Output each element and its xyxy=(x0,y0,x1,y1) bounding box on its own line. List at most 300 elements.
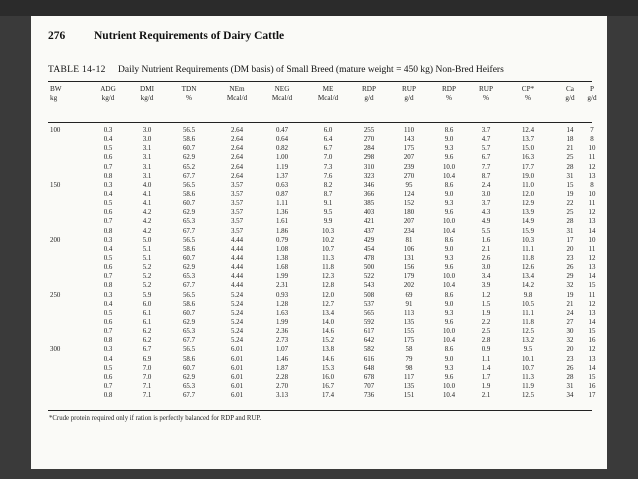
cell-nem: 4.44 xyxy=(230,264,244,272)
cell-rup-pct: 1.4 xyxy=(481,364,491,372)
cell-me: 9.1 xyxy=(323,200,333,208)
cell-neg: 2.28 xyxy=(275,373,289,381)
cell-neg: 1.46 xyxy=(275,355,289,363)
table-title: Daily Nutrient Requirements (DM basis) of Small Breed (mature weight = 450 kg) Non-Bred Heifers xyxy=(118,65,504,75)
cell-rup-gd: 179 xyxy=(403,273,415,281)
header-nem-name: NEm xyxy=(229,85,245,93)
cell-rup-gd: 110 xyxy=(403,127,415,134)
cell-rup-gd: 175 xyxy=(403,337,415,345)
cell-adg: 0.8 xyxy=(103,392,113,400)
cell-rdp-gd: 522 xyxy=(363,273,375,281)
cell-rup-pct: 1.5 xyxy=(481,300,491,308)
cell-dmi: 5.1 xyxy=(142,254,152,262)
cell-p: 12 xyxy=(588,163,596,171)
cell-rdp-pct: 9.0 xyxy=(444,355,454,363)
cell-neg: 1.37 xyxy=(275,172,289,180)
cell-rup-pct: 1.9 xyxy=(481,309,491,317)
cell-adg: 0.4 xyxy=(103,245,113,253)
cell-rdp-pct: 10.0 xyxy=(442,163,456,171)
header-rdp-gd-name: RDP xyxy=(362,85,376,93)
cell-ca: 25 xyxy=(566,154,574,162)
cell-p: 10 xyxy=(588,190,596,198)
cell-dmi: 6.9 xyxy=(142,355,152,363)
header-adg xyxy=(93,85,123,102)
cell-p: 8 xyxy=(590,136,594,144)
cell-rdp-gd: 736 xyxy=(363,392,375,400)
table-row xyxy=(48,263,596,272)
cell-rdp-gd: 478 xyxy=(363,254,375,262)
header-neg xyxy=(267,85,297,102)
header-cp-name: CP* xyxy=(521,85,535,93)
cell-adg: 0.8 xyxy=(103,227,113,235)
cell-neg: 0.47 xyxy=(275,127,289,134)
cell-rdp-gd: 508 xyxy=(363,291,375,299)
cell-p: 12 xyxy=(588,300,596,308)
cell-tdn: 60.7 xyxy=(182,364,196,372)
header-rdp-pct-unit: % xyxy=(446,93,452,102)
header-ca xyxy=(558,85,582,102)
cell-dmi: 6.7 xyxy=(142,346,152,354)
cell-rdp-gd: 565 xyxy=(363,309,375,317)
cell-nem: 2.64 xyxy=(230,154,244,162)
cell-rdp-gd: 366 xyxy=(363,190,375,198)
cell-adg: 0.4 xyxy=(103,190,113,198)
cell-rdp-gd: 346 xyxy=(363,181,375,189)
cell-rup-gd: 113 xyxy=(403,309,415,317)
cell-dmi: 4.2 xyxy=(142,209,152,217)
cell-tdn: 58.6 xyxy=(182,190,196,198)
table-row xyxy=(48,126,592,135)
cell-ca: 31 xyxy=(566,382,574,390)
table-row xyxy=(48,382,596,391)
cell-tdn: 62.9 xyxy=(182,264,196,272)
cell-tdn: 65.3 xyxy=(182,273,196,281)
cell-neg: 1.07 xyxy=(275,346,289,354)
table-row xyxy=(48,153,596,162)
cell-cp: 11.3 xyxy=(522,373,534,381)
cell-rdp-pct: 10.0 xyxy=(442,218,456,226)
header-tdn-name: TDN xyxy=(181,85,197,93)
cell-p: 14 xyxy=(588,273,596,281)
cell-nem: 6.01 xyxy=(230,364,244,372)
cell-me: 11.3 xyxy=(322,254,334,262)
cell-tdn: 56.5 xyxy=(182,181,196,189)
table-row xyxy=(48,217,596,226)
cell-me: 6.4 xyxy=(323,136,333,144)
cell-rdp-gd: 617 xyxy=(363,328,375,336)
cell-cp: 15.0 xyxy=(521,145,535,153)
cell-ca: 30 xyxy=(566,328,574,336)
header-rup-pct-name: RUP xyxy=(479,85,493,93)
cell-rup-pct: 1.9 xyxy=(481,382,491,390)
cell-rdp-gd: 255 xyxy=(363,127,375,134)
cell-tdn: 67.7 xyxy=(182,282,196,290)
cell-me: 14.6 xyxy=(321,328,335,336)
cell-ca: 31 xyxy=(566,172,574,180)
cell-bw: 150 xyxy=(50,181,61,189)
cell-nem: 6.01 xyxy=(230,373,244,381)
table-row xyxy=(48,236,596,245)
cell-nem: 5.24 xyxy=(230,309,244,317)
cell-rup-gd: 81 xyxy=(405,236,413,244)
cell-rup-pct: 2.5 xyxy=(481,328,491,336)
cell-nem: 3.57 xyxy=(230,181,244,189)
cell-p: 11 xyxy=(588,245,596,253)
cell-adg: 0.6 xyxy=(103,318,113,326)
cell-dmi: 5.9 xyxy=(142,291,152,299)
cell-tdn: 62.9 xyxy=(182,373,196,381)
cell-adg: 0.7 xyxy=(103,382,113,390)
table-caption xyxy=(48,65,504,75)
cell-adg: 0.8 xyxy=(103,282,113,290)
cell-rdp-pct: 8.6 xyxy=(444,346,454,354)
cell-cp: 15.9 xyxy=(521,227,535,235)
cell-ca: 19 xyxy=(566,291,574,299)
cell-rdp-pct: 10.4 xyxy=(442,282,456,290)
header-p-name: P xyxy=(590,85,594,93)
cell-neg: 0.64 xyxy=(275,136,289,144)
cell-ca: 20 xyxy=(566,245,574,253)
table-row xyxy=(48,272,596,281)
cell-adg: 0.7 xyxy=(103,218,113,226)
cell-rup-gd: 135 xyxy=(403,318,415,326)
cell-p: 11 xyxy=(588,291,596,299)
cell-rdp-gd: 616 xyxy=(363,355,375,363)
cell-rup-gd: 239 xyxy=(403,163,415,171)
cell-rdp-pct: 10.4 xyxy=(442,337,456,345)
cell-cp: 13.9 xyxy=(521,209,535,217)
cell-neg: 0.87 xyxy=(275,190,289,198)
cell-dmi: 7.0 xyxy=(142,364,152,372)
cell-rdp-pct: 10.0 xyxy=(442,328,456,336)
cell-neg: 0.82 xyxy=(275,145,289,153)
cell-rup-pct: 1.6 xyxy=(481,236,491,244)
book-page xyxy=(31,16,607,469)
cell-dmi: 5.2 xyxy=(142,282,152,290)
cell-rdp-gd: 592 xyxy=(363,318,375,326)
cell-rup-gd: 202 xyxy=(403,282,415,290)
cell-ca: 17 xyxy=(566,236,574,244)
table-row xyxy=(48,345,596,354)
table-row xyxy=(48,318,596,327)
cell-adg: 0.3 xyxy=(103,127,113,134)
cell-rup-pct: 3.7 xyxy=(481,127,491,134)
cell-me: 15.2 xyxy=(321,337,335,345)
cell-p: 13 xyxy=(588,355,596,363)
cell-adg: 0.7 xyxy=(103,328,113,336)
cell-ca: 27 xyxy=(566,318,574,326)
cell-tdn: 67.7 xyxy=(182,392,196,400)
cell-rdp-gd: 323 xyxy=(363,172,375,180)
cell-dmi: 7.1 xyxy=(142,382,152,390)
cell-neg: 2.73 xyxy=(275,337,289,345)
cell-rup-gd: 79 xyxy=(405,355,413,363)
cell-rdp-gd: 648 xyxy=(363,364,375,372)
cell-ca: 21 xyxy=(566,300,574,308)
cell-rup-gd: 98 xyxy=(405,364,413,372)
cell-rdp-pct: 8.6 xyxy=(444,127,454,134)
header-nem-unit: Mcal/d xyxy=(226,93,248,102)
cell-rdp-gd: 500 xyxy=(363,264,375,272)
cell-neg: 1.87 xyxy=(275,364,289,372)
cell-dmi: 3.1 xyxy=(142,163,152,171)
cell-nem: 6.01 xyxy=(230,392,244,400)
table-bottom-rule xyxy=(48,410,592,411)
header-dmi-unit: kg/d xyxy=(140,93,154,102)
cell-adg: 0.4 xyxy=(103,136,113,144)
cell-rup-pct: 4.3 xyxy=(481,209,491,217)
cell-dmi: 4.2 xyxy=(142,218,152,226)
cell-tdn: 60.7 xyxy=(182,309,196,317)
cell-rup-pct: 3.7 xyxy=(481,200,491,208)
cell-adg: 0.6 xyxy=(103,154,113,162)
table-row xyxy=(48,355,596,364)
cell-rdp-gd: 707 xyxy=(363,382,375,390)
cell-dmi: 3.0 xyxy=(142,127,152,134)
cell-dmi: 6.1 xyxy=(142,309,152,317)
cell-adg: 0.8 xyxy=(103,337,113,345)
cell-rdp-pct: 10.4 xyxy=(442,227,456,235)
cell-rup-pct: 8.7 xyxy=(481,172,491,180)
cell-rup-pct: 1.2 xyxy=(481,291,491,299)
cell-tdn: 67.7 xyxy=(182,337,196,345)
cell-rdp-pct: 8.6 xyxy=(444,181,454,189)
cell-rup-pct: 6.7 xyxy=(481,154,491,162)
cell-p: 15 xyxy=(588,373,596,381)
cell-nem: 2.64 xyxy=(230,145,244,153)
cell-neg: 1.11 xyxy=(276,200,288,208)
table-row xyxy=(48,172,596,181)
cell-me: 16.7 xyxy=(321,382,335,390)
cell-rup-pct: 2.6 xyxy=(481,254,491,262)
cell-cp: 12.6 xyxy=(521,264,535,272)
cell-neg: 1.99 xyxy=(275,273,289,281)
cell-rdp-gd: 537 xyxy=(363,300,375,308)
cell-adg: 0.3 xyxy=(103,346,113,354)
cell-dmi: 5.0 xyxy=(142,236,152,244)
cell-ca: 34 xyxy=(566,392,574,400)
cell-adg: 0.7 xyxy=(103,163,113,171)
header-neg-unit: Mcal/d xyxy=(271,93,293,102)
cell-adg: 0.5 xyxy=(103,309,113,317)
cell-ca: 22 xyxy=(566,200,574,208)
cell-rdp-gd: 429 xyxy=(363,236,375,244)
cell-dmi: 3.0 xyxy=(142,136,152,144)
cell-rup-gd: 156 xyxy=(403,264,415,272)
cell-cp: 13.2 xyxy=(521,337,535,345)
cell-dmi: 3.1 xyxy=(142,172,152,180)
cell-rup-gd: 135 xyxy=(403,382,415,390)
cell-p: 12 xyxy=(588,254,596,262)
cell-rdp-gd: 403 xyxy=(363,209,375,217)
cell-rup-pct: 3.9 xyxy=(481,282,491,290)
cell-rdp-gd: 421 xyxy=(363,218,375,226)
cell-neg: 1.99 xyxy=(275,318,289,326)
header-rdp-pct xyxy=(434,85,464,102)
cell-dmi: 5.2 xyxy=(142,264,152,272)
cell-cp: 14.9 xyxy=(521,218,535,226)
cell-bw: 200 xyxy=(50,236,61,244)
cell-p: 8 xyxy=(590,181,594,189)
cell-me: 11.8 xyxy=(322,264,334,272)
cell-rup-gd: 143 xyxy=(403,136,415,144)
cell-nem: 4.44 xyxy=(230,273,244,281)
cell-rdp-pct: 9.6 xyxy=(444,318,454,326)
cell-adg: 0.6 xyxy=(103,373,113,381)
cell-rup-pct: 5.7 xyxy=(481,145,491,153)
header-nem xyxy=(220,85,254,102)
cell-dmi: 6.2 xyxy=(142,328,152,336)
cell-rdp-pct: 9.3 xyxy=(444,309,454,317)
table-row xyxy=(48,373,596,382)
cell-cp: 13.4 xyxy=(521,273,535,281)
cell-rup-gd: 155 xyxy=(403,328,415,336)
cell-nem: 5.24 xyxy=(230,318,244,326)
cell-p: 11 xyxy=(588,200,596,208)
cell-tdn: 67.7 xyxy=(182,172,196,180)
cell-me: 15.3 xyxy=(321,364,335,372)
header-bw-name: BW xyxy=(50,85,62,93)
header-p-unit: g/d xyxy=(587,93,597,102)
cell-ca: 20 xyxy=(566,346,574,354)
cell-rdp-gd: 284 xyxy=(363,145,375,153)
cell-cp: 11.8 xyxy=(522,254,534,262)
cell-rup-pct: 2.8 xyxy=(481,337,491,345)
cell-rup-pct: 2.1 xyxy=(481,392,491,400)
cell-rup-pct: 2.4 xyxy=(481,181,491,189)
cell-dmi: 4.1 xyxy=(142,200,152,208)
cell-p: 17 xyxy=(588,392,596,400)
cell-me: 16.0 xyxy=(321,373,335,381)
cell-p: 10 xyxy=(588,145,596,153)
cell-ca: 31 xyxy=(566,227,574,235)
cell-nem: 2.64 xyxy=(230,163,244,171)
table-row xyxy=(48,144,596,153)
cell-rup-pct: 5.5 xyxy=(481,227,491,235)
cell-me: 8.7 xyxy=(323,190,333,198)
cell-cp: 19.0 xyxy=(521,172,535,180)
table-row xyxy=(48,336,596,345)
cell-cp: 9.5 xyxy=(523,346,533,354)
cell-rup-pct: 4.7 xyxy=(481,136,491,144)
header-cp xyxy=(513,85,543,102)
table-row xyxy=(48,190,596,199)
cell-p: 13 xyxy=(588,264,596,272)
top-bar xyxy=(0,0,638,16)
cell-dmi: 4.1 xyxy=(142,190,152,198)
table-row xyxy=(48,254,596,263)
cell-rdp-pct: 10.0 xyxy=(442,382,456,390)
cell-me: 12.8 xyxy=(321,282,335,290)
cell-rdp-pct: 9.3 xyxy=(444,145,454,153)
cell-rdp-gd: 678 xyxy=(363,373,375,381)
cell-me: 12.3 xyxy=(321,273,335,281)
cell-me: 7.6 xyxy=(323,172,333,180)
cell-me: 6.0 xyxy=(323,127,333,134)
table-row xyxy=(48,309,596,318)
cell-tdn: 56.5 xyxy=(182,346,196,354)
header-adg-unit: kg/d xyxy=(101,93,115,102)
cell-rup-gd: 175 xyxy=(403,145,415,153)
cell-tdn: 60.7 xyxy=(182,200,196,208)
cell-ca: 23 xyxy=(566,355,574,363)
cell-rup-gd: 131 xyxy=(403,254,415,262)
cell-cp: 9.8 xyxy=(523,291,533,299)
cell-neg: 3.13 xyxy=(275,392,289,400)
cell-dmi: 3.1 xyxy=(142,154,152,162)
cell-adg: 0.4 xyxy=(103,355,113,363)
cell-rdp-pct: 9.6 xyxy=(444,373,454,381)
cell-p: 13 xyxy=(588,309,596,317)
header-cp-unit: % xyxy=(525,93,531,102)
cell-rup-pct: 2.1 xyxy=(481,245,491,253)
cell-adg: 0.7 xyxy=(103,273,113,281)
cell-cp: 10.5 xyxy=(521,300,535,308)
cell-tdn: 60.7 xyxy=(182,254,196,262)
cell-me: 12.0 xyxy=(321,291,335,299)
cell-me: 9.5 xyxy=(323,209,333,217)
cell-nem: 6.01 xyxy=(230,346,244,354)
header-rdp-pct-name: RDP xyxy=(442,85,456,93)
cell-adg: 0.8 xyxy=(103,172,113,180)
header-adg-name: ADG xyxy=(100,85,116,93)
cell-p: 15 xyxy=(588,328,596,336)
cell-ca: 32 xyxy=(566,337,574,345)
cell-tdn: 56.5 xyxy=(182,127,196,134)
table-footnote: *Crude protein required only if ration is perfectly balanced for RDP and RUP. xyxy=(49,415,262,422)
cell-neg: 1.63 xyxy=(275,309,289,317)
cell-rup-pct: 0.9 xyxy=(481,346,491,354)
cell-adg: 0.3 xyxy=(103,291,113,299)
cell-rdp-gd: 310 xyxy=(363,163,375,171)
cell-adg: 0.5 xyxy=(103,145,113,153)
header-rup-pct-unit: % xyxy=(483,93,489,102)
cell-neg: 1.38 xyxy=(275,254,289,262)
cell-tdn: 65.3 xyxy=(182,328,196,336)
cell-rup-pct: 3.0 xyxy=(481,190,491,198)
cell-neg: 0.93 xyxy=(275,291,289,299)
cell-neg: 0.63 xyxy=(275,181,289,189)
header-rup-pct xyxy=(471,85,501,102)
cell-tdn: 60.7 xyxy=(182,145,196,153)
cell-rdp-gd: 582 xyxy=(363,346,375,354)
cell-nem: 5.24 xyxy=(230,337,244,345)
cell-rup-gd: 152 xyxy=(403,200,415,208)
cell-p: 14 xyxy=(588,318,596,326)
header-ca-unit: g/d xyxy=(565,93,575,102)
cell-me: 12.7 xyxy=(321,300,335,308)
header-dmi xyxy=(132,85,162,102)
cell-adg: 0.5 xyxy=(103,364,113,372)
cell-cp: 10.1 xyxy=(521,355,535,363)
cell-ca: 26 xyxy=(566,364,574,372)
cell-dmi: 5.2 xyxy=(142,273,152,281)
cell-cp: 12.4 xyxy=(521,127,535,134)
cell-nem: 5.24 xyxy=(230,328,244,336)
cell-me: 10.7 xyxy=(321,245,335,253)
cell-rdp-pct: 9.0 xyxy=(444,136,454,144)
cell-nem: 6.01 xyxy=(230,382,244,390)
cell-me: 9.9 xyxy=(323,218,333,226)
cell-rdp-pct: 10.4 xyxy=(442,392,456,400)
cell-adg: 0.3 xyxy=(103,236,113,244)
cell-ca: 32 xyxy=(566,282,574,290)
header-rup-gd xyxy=(394,85,424,102)
cell-rdp-pct: 8.6 xyxy=(444,236,454,244)
cell-rup-pct: 7.7 xyxy=(481,163,491,171)
cell-ca: 23 xyxy=(566,254,574,262)
cell-me: 14.0 xyxy=(321,318,335,326)
